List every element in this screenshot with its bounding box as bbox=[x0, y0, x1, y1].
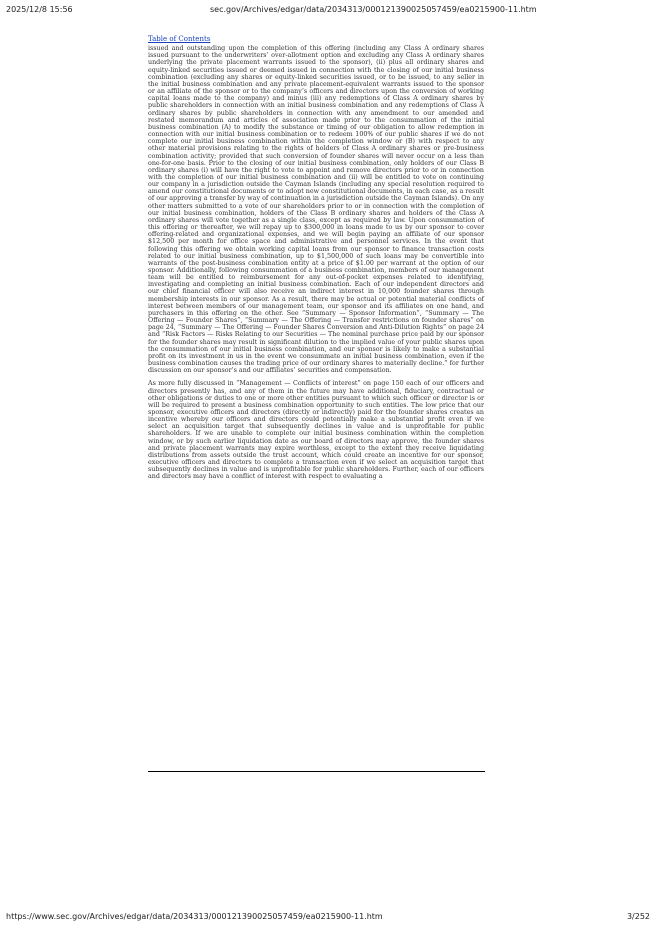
paragraph-conflicts-of-interest: As more fully discussed in “Management — Conflicts of interest” on page 150 each of our officers and directors presently has, and any of them in the future may have additional, fiduciary, contractual or other obligations or duties to one or more other entities pursuant to which such officer or director is or will be required to present a business combination opportunity to such entities. The low price that our sponsor, executive officers and directors (directly or indirectly) paid for the founder shares creates an incentive whereby our officers and directors could potentially make a substantial profit even if we select an acquisition target that subsequently declines in value and is unprofitable for public shareholders. If we are unable to complete our initial business combination within the completion window, or by such earlier liquidation date as our board of directors may approve, the founder shares and private placement warrants may expire worthless, except to the extent they receive liquidating distributions from assets outside the trust account, which could create an incentive for our sponsor, executive officers and directors to complete a transaction even if we select an acquisition target that subsequently declines in value and is unprofitable for public shareholders. Further, each of our officers and directors may have a conflict of interest with respect to evaluating a bbox=[148, 380, 484, 481]
paragraph-founder-shares: issued and outstanding upon the completion of this offering (including any Class A ordinary shares issued pursuant to the underwriters’ over-allotment option and excluding any Class A ordinary shares underlying the private placement warrants issued to the sponsor), (ii) plus all ordinary shares and equity-linked securities issued or deemed issued in connection with the closing of our initial business combination (excluding any shares or equity-linked securities issued, or to be issued, to any seller in the initial business combination and any private placement-equivalent warrants issued to the sponsor or an affiliate of the sponsor or to the company’s officers and directors upon the conversion of working capital loans made to the company) and minus (iii) any redemptions of Class A ordinary shares by public shareholders in connection with an initial business combination and any redemptions of Class A ordinary shares by public shareholders in connection with any amendment to our amended and restated memorandum and articles of association made prior to the consummation of the initial business combination (A) to modify the substance or timing of our obligation to allow redemption in connection with our initial business combination or to redeem 100% of our public shares if we do not complete our initial business combination within the completion window or (B) with respect to any other material provisions relating to the rights of holders of Class A ordinary shares or pre-business combination activity; provided that such conversion of founder shares will never occur on a less than one-for-one basis. Prior to the closing of our initial business combination, only holders of our Class B ordinary shares (i) will have the right to vote to appoint and remove directors prior to or in connection with the completion of our initial business combination and (ii) will be entitled to vote on continuing our company in a jurisdiction outside the Cayman Islands (including any special resolution required to amend our constitutional documents or to adopt new constitutional documents, in each case, as a result of our approving a transfer by way of continuation in a jurisdiction outside the Cayman Islands). On any other matters submitted to a vote of our shareholders prior to or in connection with the completion of our initial business combination, holders of the Class B ordinary shares and holders of the Class A ordinary shares will vote together as a single class, except as required by law. Upon consummation of this offering or thereafter, we will repay up to $300,000 in loans made to us by our sponsor to cover offering-related and organizational expenses, and we will begin paying an affiliate of our sponsor $12,500 per month for office space and administrative and personnel services. In the event that following this offering we obtain working capital loans from our sponsor to finance transaction costs related to our initial business combination, up to $1,500,000 of such loans may be convertible into warrants of the post-business combination entity at a price of $1.00 per warrant at the option of our sponsor. Additionally, following consummation of a business combination, members of our management team will be entitled to reimbursement for any out-of-pocket expenses related to identifying, investigating and completing an initial business combination. Each of our independent directors and our chief financial officer will also receive an indirect interest in 10,000 founder shares through membership interests in our sponsor. As a result, there may be actual or potential material conflicts of interest between members of our management team, our sponsor and its affiliates on one hand, and purchasers in this offering on the other. See “Summary — Sponsor Information”, “Summary — The Offering — Founder Shares”, “Summary — The Offering — Transfer restrictions on founder shares” on page 24, “Summary — The Offering — Founder Shares Conversion and Anti-Dilution Rights” on page 24 and “Risk Factors — Risks Relating to our Securities — The nominal purchase price paid by our sponsor for the founder shares may result in significant dilution to the implied value of your public shares upon the consummation of our initial business combination, and our sponsor is likely to make a substantial profit on its investment in us in the event we consummate an initial business combination, even if the business combination causes the trading price of our ordinary shares to materially decline.” for further discussion on our sponsor’s and our affiliates’ securities and compensation. bbox=[148, 45, 484, 375]
page-divider bbox=[148, 771, 485, 772]
table-of-contents-link[interactable]: Table of Contents bbox=[148, 35, 211, 43]
page-indicator: 3/252 bbox=[626, 912, 650, 921]
document-body bbox=[148, 36, 484, 481]
print-header-url: sec.gov/Archives/edgar/data/2034313/000121390025057459/ea0215900-11.htm bbox=[210, 5, 537, 14]
print-timestamp: 2025/12/8 15:56 bbox=[6, 5, 73, 14]
print-footer-url: https://www.sec.gov/Archives/edgar/data/2034313/000121390025057459/ea0215900-11.htm bbox=[6, 912, 383, 921]
print-header bbox=[0, 5, 662, 17]
print-footer bbox=[0, 912, 662, 924]
